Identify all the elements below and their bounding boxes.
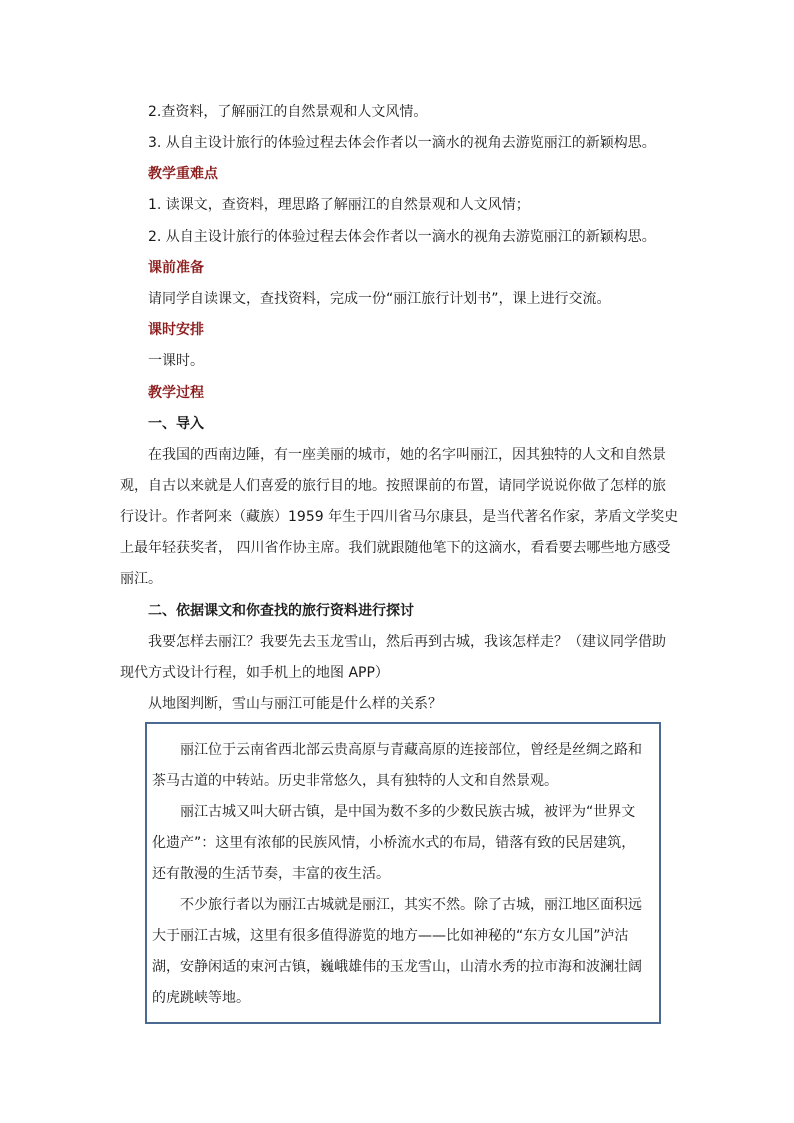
info-line: 的虎跳峡等地。	[152, 990, 250, 1006]
info-line: 湖，安静闲适的束河古镇，巍峨雄伟的玉龙雪山，山清水秀的拉市海和波澜壮阔	[152, 959, 642, 975]
paragraph-line: 丽江。	[120, 571, 162, 587]
key-points-heading: 教学重难点	[148, 166, 218, 182]
section-1-paragraph	[120, 445, 680, 600]
info-line: 茶马古道的中转站。历史非常悠久，具有独特的人文和自然景观。	[152, 773, 558, 789]
section-2-title: 二、依据课文和你查找的旅行资料进行探讨	[148, 603, 414, 619]
info-line: 丽江古城又叫大研古镇，是中国为数不多的少数民族古城，被评为“世界文	[180, 804, 636, 820]
objective-item-2: 2.查资料，了解丽江的自然景观和人文风情。	[148, 104, 428, 120]
info-line: 大于丽江古城，这里有很多值得游览的地方——比如神秘的“东方女儿国”泸沽	[152, 928, 629, 944]
paragraph-line: 在我国的西南边陲，有一座美丽的城市，她的名字叫丽江，因其独特的人文和自然景	[148, 447, 666, 463]
preparation-text: 请同学自读课文，查找资料，完成一份“丽江旅行计划书”，课上进行交流。	[148, 291, 611, 307]
key-point-item-1: 1. 读课文，查资料，理思路了解丽江的自然景观和人文风情；	[148, 197, 530, 213]
section-2-question: 从地图判断，雪山与丽江可能是什么样的关系？	[148, 696, 442, 712]
objective-item-3: 3. 从自主设计旅行的体验过程去体会作者以一滴水的视角去游览丽江的新颖构思。	[148, 135, 656, 151]
schedule-heading: 课时安排	[148, 322, 204, 338]
paragraph-line: 观，自古以来就是人们喜爱的旅行目的地。按照课前的布置，请同学说说你做了怎样的旅	[120, 478, 666, 494]
preparation-heading: 课前准备	[148, 260, 204, 276]
paragraph-line: 行设计。作者阿来（藏族）1959 年生于四川省马尔康县，是当代著名作家，茅盾文学奖史	[120, 509, 679, 525]
info-line: 化遗产”：这里有浓郁的民族风情，小桥流水式的布局，错落有致的民居建筑，	[152, 835, 636, 851]
info-line: 不少旅行者以为丽江古城就是丽江，其实不然。除了古城，丽江地区面积远	[180, 897, 642, 913]
section-2-paragraph	[120, 632, 680, 694]
paragraph-line: 上最年轻获奖者， 四川省作协主席。我们就跟随他笔下的这滴水，看看要去哪些地方感受	[120, 540, 671, 556]
paragraph-line: 现代方式设计行程，如手机上的地图 APP）	[120, 665, 389, 681]
section-1-title: 一、导入	[148, 416, 204, 432]
process-heading: 教学过程	[148, 385, 204, 401]
info-line: 丽江位于云南省西北部云贵高原与青藏高原的连接部位，曾经是丝绸之路和	[180, 742, 642, 758]
schedule-text: 一课时。	[148, 353, 204, 369]
paragraph-line: 我要怎样去丽江？我要先去玉龙雪山，然后再到古城，我该怎样走？（建议同学借助	[148, 634, 666, 650]
info-line: 还有散漫的生活节奏，丰富的夜生活。	[152, 866, 390, 882]
key-point-item-2: 2. 从自主设计旅行的体验过程去体会作者以一滴水的视角去游览丽江的新颖构思。	[148, 229, 656, 245]
info-box-content	[152, 740, 652, 1019]
